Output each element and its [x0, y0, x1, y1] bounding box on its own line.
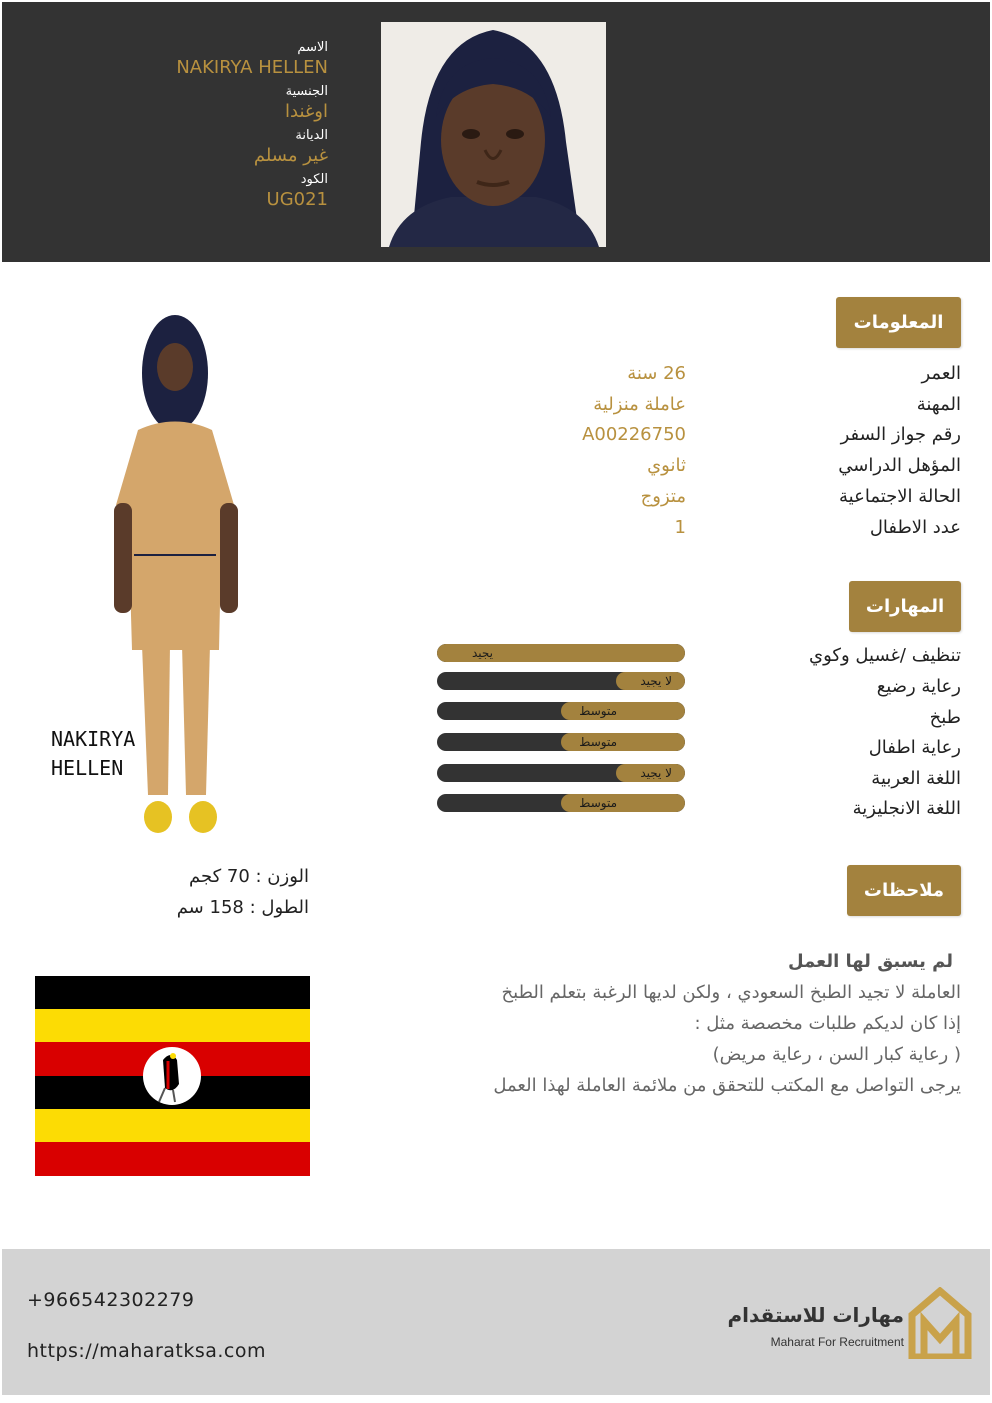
code-label: الكود	[300, 172, 328, 187]
skill-label: طبخ	[929, 707, 961, 728]
notes-heading: لم يسبق لها العمل	[788, 951, 953, 972]
note-line: ( رعاية كبار السن ، رعاية مريض)	[712, 1044, 961, 1065]
photo-caption-line: NAKIRYA	[51, 727, 136, 751]
note-line: العاملة لا تجيد الطبخ السعودي ، ولكن لديها الرغبة بتعلم الطبخ	[501, 982, 961, 1003]
portrait-photo	[381, 22, 606, 247]
children-label: عدد الاطفال	[869, 517, 961, 538]
header-banner	[2, 2, 990, 262]
skill-level-bar	[437, 672, 685, 690]
education-label: المؤهل الدراسي	[838, 455, 961, 476]
phone-number[interactable]: +966542302279	[27, 1289, 195, 1311]
passport-value: A00226750	[582, 424, 686, 445]
uganda-flag	[35, 976, 310, 1176]
age-value: 26 سنة	[627, 363, 686, 384]
skill-level-text: يجيد	[471, 646, 493, 660]
candidate-summary	[28, 40, 328, 216]
skill-level-text: لا يجيد	[640, 674, 672, 688]
logo-house-icon	[908, 1287, 972, 1359]
photo-caption-name	[51, 725, 135, 783]
height-text: الطول : 158 سم	[176, 897, 309, 918]
profession-value: عاملة منزلية	[593, 394, 686, 415]
skill-label: اللغة الانجليزية	[852, 798, 961, 819]
skill-level-bar	[437, 764, 685, 782]
info-section-title: المعلومات	[836, 297, 961, 348]
candidate-name: NAKIRYA HELLEN	[176, 57, 328, 78]
logo-text-en: Maharat For Recruitment	[770, 1335, 904, 1349]
code-value: UG021	[266, 189, 328, 210]
full-body-photo	[44, 305, 300, 835]
age-label: العمر	[921, 363, 961, 384]
skill-label: رعاية اطفال	[868, 737, 961, 758]
skill-label: اللغة العربية	[871, 768, 961, 789]
marital-status-label: الحالة الاجتماعية	[839, 486, 961, 507]
religion-value: غير مسلم	[253, 145, 328, 166]
skill-level-text: متوسط	[579, 735, 617, 749]
company-logo	[727, 1287, 972, 1359]
religion-label: الديانة	[295, 128, 328, 143]
children-value: 1	[674, 517, 686, 538]
skill-level-bar	[437, 644, 685, 662]
skill-level-text: متوسط	[579, 796, 617, 810]
skill-level-text: لا يجيد	[640, 766, 672, 780]
notes-block	[401, 946, 961, 1101]
footer	[2, 1249, 990, 1395]
logo-text-ar: مهارات للاستقدام	[727, 1303, 904, 1327]
skill-level-bar	[437, 794, 685, 812]
name-label: الاسم	[297, 40, 328, 55]
skill-level-bar	[437, 733, 685, 751]
photo-caption-line: HELLEN	[51, 756, 124, 780]
education-value: ثانوي	[647, 455, 686, 476]
nationality-value: اوغندا	[285, 101, 328, 122]
passport-label: رقم جواز السفر	[840, 424, 961, 445]
skill-level-bar	[437, 702, 685, 720]
weight-text: الوزن : 70 كجم	[189, 866, 309, 887]
marital-status-value: متزوج	[640, 486, 686, 507]
note-line: يرجى التواصل مع المكتب للتحقق من ملائمة العاملة لهذا العمل	[493, 1075, 961, 1096]
skills-section-title: المهارات	[849, 581, 961, 632]
skill-level-text: متوسط	[579, 704, 617, 718]
nationality-label: الجنسية	[285, 84, 328, 99]
note-line: إذا كان لديكم طلبات مخصصة مثل :	[694, 1013, 961, 1034]
website-link[interactable]: https://maharatksa.com	[27, 1340, 267, 1362]
skill-label: رعاية رضيع	[876, 676, 961, 697]
notes-section-title: ملاحظات	[847, 865, 961, 916]
skill-label: تنظيف /غسيل وكوي	[809, 645, 961, 666]
profession-label: المهنة	[916, 394, 961, 415]
